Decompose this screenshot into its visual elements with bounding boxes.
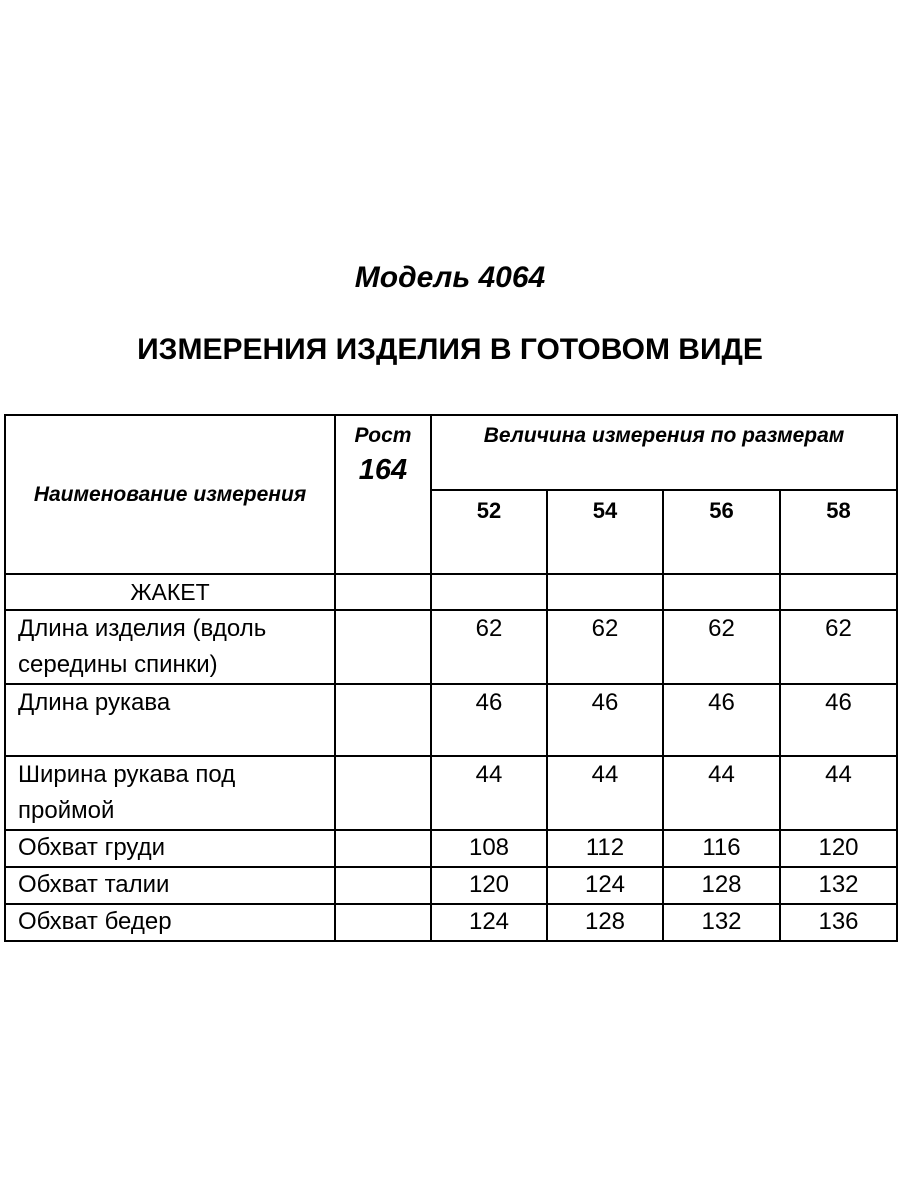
measurement-name: Обхват талии [5,867,335,904]
table-row [5,867,897,904]
measurement-value: 128 [663,867,780,904]
empty-cell [547,574,663,610]
header-row-top [5,415,897,490]
measurement-value: 120 [431,867,547,904]
header-measurement-name: Наименование измерения [5,415,335,574]
empty-cell [780,574,897,610]
measurement-value: 44 [663,756,780,830]
empty-cell [431,574,547,610]
measurement-value: 124 [547,867,663,904]
header-height-label: Рост [354,424,412,447]
measurement-name: Ширина рукава под проймой [5,756,335,830]
empty-cell [335,574,431,610]
measurement-name: Обхват бедер [5,904,335,941]
measurement-value: 44 [547,756,663,830]
height-cell [335,867,431,904]
model-title: Модель 4064 [354,261,546,294]
measurement-value: 132 [663,904,780,941]
measurement-value: 62 [663,610,780,684]
measurement-value: 112 [547,830,663,867]
measurement-value: 132 [780,867,897,904]
size-header-58: 58 [780,490,897,574]
measurement-value: 116 [663,830,780,867]
section-title: ЖАКЕТ [5,574,335,610]
height-cell [335,684,431,756]
measurement-value: 62 [780,610,897,684]
measurement-value: 44 [780,756,897,830]
measurement-value: 46 [780,684,897,756]
measurement-value: 46 [547,684,663,756]
size-header-56: 56 [663,490,780,574]
header-height-value: 164 [358,454,408,486]
size-header-52: 52 [431,490,547,574]
measurement-value: 136 [780,904,897,941]
measurement-value: 108 [431,830,547,867]
measurement-value: 44 [431,756,547,830]
measurement-name: Длина рукава [5,684,335,756]
table-row [5,610,897,684]
measurement-value: 46 [431,684,547,756]
measurement-value: 62 [547,610,663,684]
empty-cell [663,574,780,610]
measurement-value: 62 [431,610,547,684]
height-cell [335,830,431,867]
header-height [335,415,431,574]
table-row [5,756,897,830]
table-row [5,684,897,756]
measurement-value: 124 [431,904,547,941]
section-row [5,574,897,610]
size-header-54: 54 [547,490,663,574]
header-size-group: Величина измерения по размерам [431,415,897,490]
measurement-value: 46 [663,684,780,756]
document-title: ИЗМЕРЕНИЯ ИЗДЕЛИЯ В ГОТОВОМ ВИДЕ [137,333,763,366]
height-cell [335,756,431,830]
measurements-table [4,414,898,942]
measurement-name: Длина изделия (вдоль середины спинки) [5,610,335,684]
height-cell [335,610,431,684]
table-row [5,830,897,867]
measurement-value: 128 [547,904,663,941]
height-cell [335,904,431,941]
measurement-name: Обхват груди [5,830,335,867]
measurement-value: 120 [780,830,897,867]
table-row [5,904,897,941]
